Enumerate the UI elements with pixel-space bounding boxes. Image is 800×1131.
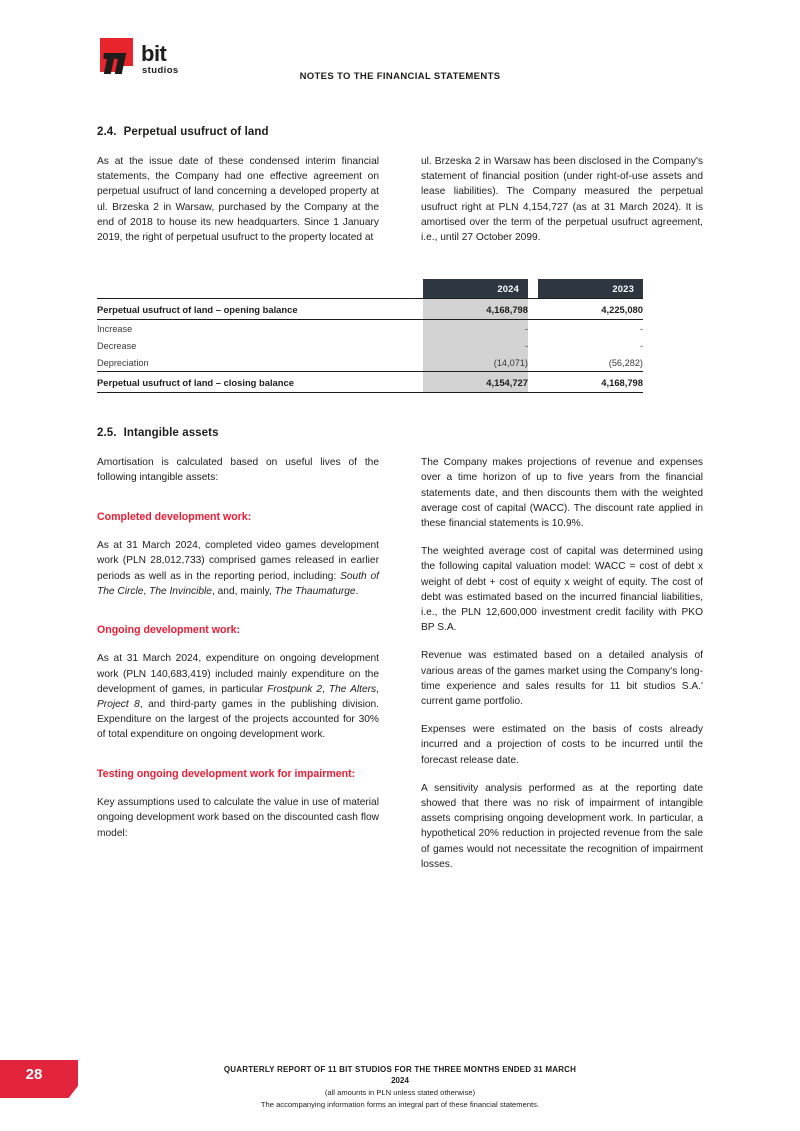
table-cell-2024: 4,154,727 <box>423 372 528 393</box>
table-cell-2024: - <box>423 337 528 354</box>
completed-text-end: . <box>355 585 359 597</box>
paragraph-key-assumptions: Key assumptions used to calculate the value in use of material ongoing development work based on the discounted cash flow model: <box>97 797 379 839</box>
table-cell-label: Decrease <box>97 340 137 351</box>
game-title-frostpunk-2: Frostpunk 2 <box>267 683 323 695</box>
subheading-ongoing-development-work: Ongoing development work: <box>97 623 241 636</box>
table-row <box>97 372 643 393</box>
page-number: 28 <box>25 1066 43 1083</box>
paragraph-2-4-right: ul. Brzeska 2 in Warsaw has been disclosed in the Company's statement of financial position (under right-of-use assets and lease liabilities). The Company measured the perpetual usufruct right at PLN 4,154,727 (as at 31 March 2024). It is amortised over the term of the perpetual usufruct agreement, i.e., until 27 October 2099. <box>421 156 703 244</box>
subheading-testing-impairment: Testing ongoing development work for impairment: <box>97 767 356 780</box>
table-cell-2023: - <box>639 323 643 334</box>
table-cell-gap <box>528 337 538 354</box>
table-header-2024: 2024 <box>423 279 528 299</box>
ongoing-text-1: As at 31 March 2024, expenditure on ongoing development work (PLN 140,683,419) included mainly expenditure on the development of games, in particular <box>97 653 379 695</box>
table-cell-gap <box>528 354 538 372</box>
table-cell-2023: - <box>639 340 643 351</box>
table-header-label <box>97 279 423 299</box>
paragraph-projections: The Company makes projections of revenue and expenses over a time horizon of up to five years from the financial statements date, and then discounts them with the weighted average cost of capital (WACC). The discount rate applied in these financial statements is 10.9%. <box>421 457 703 530</box>
table-row <box>97 299 643 320</box>
completed-text-1: As at 31 March 2024, completed video games development work (PLN 28,012,733) comprised games released in earlier periods as well as in the reporting period, including: <box>97 540 379 582</box>
page-footer <box>0 1055 800 1131</box>
footer-line-4: The accompanying information forms an integral part of these financial statements. <box>260 1100 540 1109</box>
game-title-project-8: Project 8 <box>97 699 140 711</box>
paragraph-2-4-left: As at the issue date of these condensed interim financial statements, the Company had one effective agreement on perpetual usufruct of land concerning a developed property at ul. Brzeska 2 in Warsaw, purchased by the Company at the end of 2018 to house its new headquarters. Since 1 January 2019, the right of perpetual usufruct to the property located at <box>97 156 379 244</box>
section-2-4-right-column <box>421 154 703 245</box>
section-heading-2-4 <box>97 126 703 138</box>
paragraph-revenue-estimate: Revenue was estimated based on a detailed analysis of various areas of the games market using the Company's long-time experience and sales results for 11 bit studios S.A.' current game portfolio. <box>421 650 703 708</box>
ongoing-text-2: , and third-party games in the publishing division. Expenditure on the largest of the projects accounted for 30% of total expenditure on ongoing development work. <box>97 699 380 741</box>
paragraph-amortisation-intro: Amortisation is calculated based on useful lives of the following intangible assets: <box>97 457 379 484</box>
page-title: NOTES TO THE FINANCIAL STATEMENTS <box>299 71 501 82</box>
paragraph-ongoing-development-work <box>97 651 379 742</box>
section-2-5-left-column <box>97 455 379 872</box>
table-header-row <box>97 279 643 299</box>
table-row <box>97 320 643 338</box>
game-title-the-invincible: The Invincible <box>149 585 212 597</box>
table-cell-2024: 4,168,798 <box>423 299 528 320</box>
table-cell-2023: 4,225,080 <box>538 299 643 320</box>
table-cell-gap <box>528 299 538 320</box>
perpetual-usufruct-table <box>97 279 643 393</box>
logo-subtext: studios <box>142 65 179 76</box>
table-cell-2024: - <box>423 320 528 338</box>
section-2-4-columns <box>97 154 703 245</box>
subheading-completed-development-work: Completed development work: <box>97 510 252 523</box>
table-cell-gap <box>528 320 538 338</box>
paragraph-sensitivity-analysis: A sensitivity analysis performed as at the reporting date showed that there was no risk of impairment of intangible assets comprising ongoing development work. In particular, a hypothetical 20% reduction in projected revenue from the sale of games would not necessitate the recognition of impairment losses. <box>421 782 703 870</box>
table-cell-label: Perpetual usufruct of land – closing balance <box>97 372 423 393</box>
ongoing-sep-1: , <box>322 683 329 695</box>
footer-line-2: 2024 <box>391 1076 409 1085</box>
table-cell-label: Depreciation <box>97 354 423 372</box>
table-header-2023: 2023 <box>538 279 643 299</box>
table-cell-label: Increase <box>97 323 133 334</box>
table-cell-2023: 4,168,798 <box>538 372 643 393</box>
table-cell-2024: (14,071) <box>423 354 528 372</box>
paragraph-wacc-model: The weighted average cost of capital was determined using the following capital valuation model: WACC = cost of debt x weight of debt + cost of equity x weight of equity. The cost of debt was estimated based on the incurred financial liabilities, i.e., the PLN 12,600,000 investment credit facility with PKO BP S.A. <box>421 546 703 634</box>
section-title-2-5: Intangible assets <box>123 427 219 440</box>
table-cell-label: Perpetual usufruct of land – opening balance <box>97 299 423 320</box>
section-title-2-4: Perpetual usufruct of land <box>123 126 269 138</box>
footer-line-3: (all amounts in PLN unless stated otherwise) <box>324 1088 476 1097</box>
footer-text-block <box>0 1064 800 1111</box>
footer-line-1: QUARTERLY REPORT OF 11 BIT STUDIOS FOR THE THREE MONTHS ENDED 31 MARCH <box>223 1065 577 1074</box>
table-cell-2023: (56,282) <box>538 354 643 372</box>
document-content <box>97 126 703 872</box>
game-title-the-thaumaturge: The Thaumaturge <box>274 585 356 597</box>
table-header-gap <box>528 279 538 299</box>
paragraph-expenses-estimate: Expenses were estimated on the basis of costs already incurred and a projection of costs to be incurred until the forecast release date. <box>421 724 703 766</box>
ongoing-sep-2: , <box>376 683 379 695</box>
perpetual-usufruct-table-wrapper <box>97 279 643 393</box>
table-cell-gap <box>528 372 538 393</box>
section-heading-2-5 <box>97 427 703 439</box>
section-number-2-4: 2.4. <box>97 126 117 138</box>
game-title-south-of-the-circle: South of The Circle <box>97 570 380 597</box>
paragraph-completed-development-work <box>97 538 379 599</box>
completed-sep-2: , and, mainly, <box>211 585 275 597</box>
table-row <box>97 354 643 372</box>
game-title-the-alters: The Alters <box>328 683 377 695</box>
logo-wordmark: bit <box>141 41 167 66</box>
section-2-5-columns <box>97 455 703 872</box>
section-2-5-right-column <box>421 455 703 872</box>
completed-sep-1: , <box>143 585 150 597</box>
section-number-2-5: 2.5. <box>97 427 117 440</box>
page-header <box>0 0 800 110</box>
table-row <box>97 337 643 354</box>
section-2-4-left-column <box>97 154 379 245</box>
